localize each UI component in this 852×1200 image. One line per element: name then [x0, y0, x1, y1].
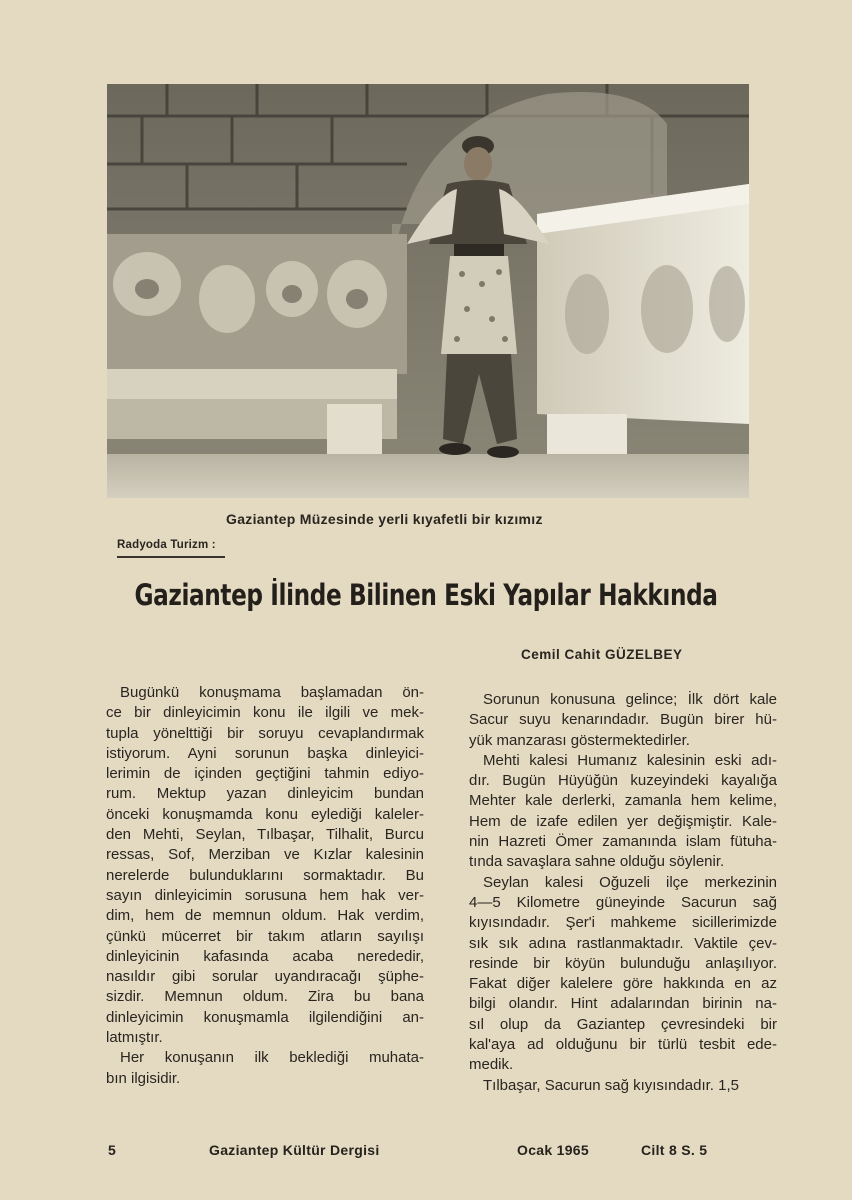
page-number: 5	[108, 1142, 117, 1158]
issue-volume: Cilt 8 S. 5	[641, 1142, 708, 1158]
magazine-name: Gaziantep Kültür Dergisi	[209, 1142, 380, 1158]
text-line: nasıldır gibi sorular uyandıracağı şüphe-	[106, 968, 424, 986]
text-line: kıyısındadır. Şer'i mahkeme sicillerimizde	[469, 914, 777, 932]
text-line: nerelerde bulunduklarını sormaktadır. Bu	[106, 866, 424, 884]
issue-date: Ocak 1965	[517, 1142, 589, 1158]
text-line: ressas, Sof, Merziban ve Kızlar kalesinin	[106, 846, 424, 864]
text-line: Hem de izafe edilen yer değişmiştir. Kale-	[469, 812, 777, 830]
text-line: sıl olup da Gaziantep çevresindeki bir	[469, 1015, 777, 1033]
text-line: ce bir dinleyicimin konu ile ilgili ve mek-	[106, 704, 424, 722]
text-line: çünkü mücerret bir takım atların sayılışı	[106, 927, 424, 945]
text-line: sayın dinleyicimin sorusuna hem hak ver-	[106, 886, 424, 904]
article-title: Gaziantep İlinde Bilinen Eski Yapılar Hakkında	[134, 578, 718, 612]
left-column	[106, 683, 424, 1089]
museum-photo-illustration	[107, 84, 749, 498]
text-line: tupla yönelttiği bir soruyu cevaplandırmak	[106, 724, 424, 742]
text-line: tında savaşlara sahne olduğu söylenir.	[469, 853, 725, 871]
text-line: dinleyicimin konuşmamla ilgilendiğini an-	[106, 1008, 424, 1026]
text-line: Seylan kalesi Oğuzeli ilçe merkezinin	[483, 873, 777, 891]
museum-photo	[107, 84, 749, 498]
article-author: Cemil Cahit GÜZELBEY	[521, 647, 683, 662]
text-line: yük manzarası göstermektedirler.	[469, 731, 690, 749]
text-line: bilgi olandır. Hint adalarından birinin na-	[469, 995, 777, 1013]
text-line: Tılbaşar, Sacurun sağ kıyısındadır. 1,5	[483, 1076, 739, 1094]
text-line: sık sık adına rastlanmaktadır. Vaktile çev-	[469, 934, 777, 952]
text-line: medik.	[469, 1056, 514, 1074]
text-line: Sacur suyu kenarındadır. Bugün birer hü-	[469, 711, 777, 729]
text-line: kal'aya ad olduğunu bir türlü tesbit ede-	[469, 1036, 777, 1054]
text-line: Her konuşanın ilk beklediği muhata-	[120, 1049, 424, 1067]
text-line: bın ilgisidir.	[106, 1069, 181, 1087]
text-line: Bugünkü konuşmama başlamadan ön-	[120, 684, 424, 701]
text-line: latmıştır.	[106, 1029, 163, 1047]
text-line: nin Hazreti Ömer zamanında islam fütuha-	[469, 833, 777, 851]
text-line: Sorunun konusuna gelince; İlk dört kale	[483, 691, 777, 708]
section-label: Radyoda Turizm :	[117, 539, 225, 558]
photo-caption: Gaziantep Müzesinde yerli kıyafetli bir kızımız	[226, 511, 543, 527]
text-line: dim, hem de memnun oldum. Hak verdim,	[106, 907, 424, 925]
text-line: önceki konuşmamda konu eylediği kaleler-	[106, 805, 424, 823]
text-line: den Mehti, Seylan, Tılbaşar, Tilhalit, Burcu	[106, 826, 424, 844]
text-line: Mehter kale derlerki, zamanla hem kelime,	[469, 792, 777, 810]
text-line: dır. Bugün Hüyüğün kuzeyindeki kayalığa	[469, 772, 777, 790]
text-line: sizdir. Memnun oldum. Zira bu bana	[106, 988, 424, 1006]
text-line: 4—5 Kilometre güneyinde Sacurun sağ	[469, 893, 777, 911]
text-line: lerimin de içinden geçtiğini tahmin ediyo-	[106, 765, 424, 783]
text-line: resinde bir köyün bulunduğu anlaşılıyor.	[469, 954, 777, 972]
text-line: dinleyicinin kafasında acaba nerededir,	[106, 947, 424, 965]
right-column	[469, 690, 777, 1096]
text-line: Fakat diğer kalelere göre hakkında en az	[469, 975, 777, 993]
text-line: istiyorum. Ayni sorunun başka dinleyici-	[106, 744, 424, 762]
text-line: rum. Mektup yazan dinleyicim bundan	[106, 785, 424, 803]
text-line: Mehti kalesi Humanız kalesinin eski adı-	[483, 751, 777, 769]
